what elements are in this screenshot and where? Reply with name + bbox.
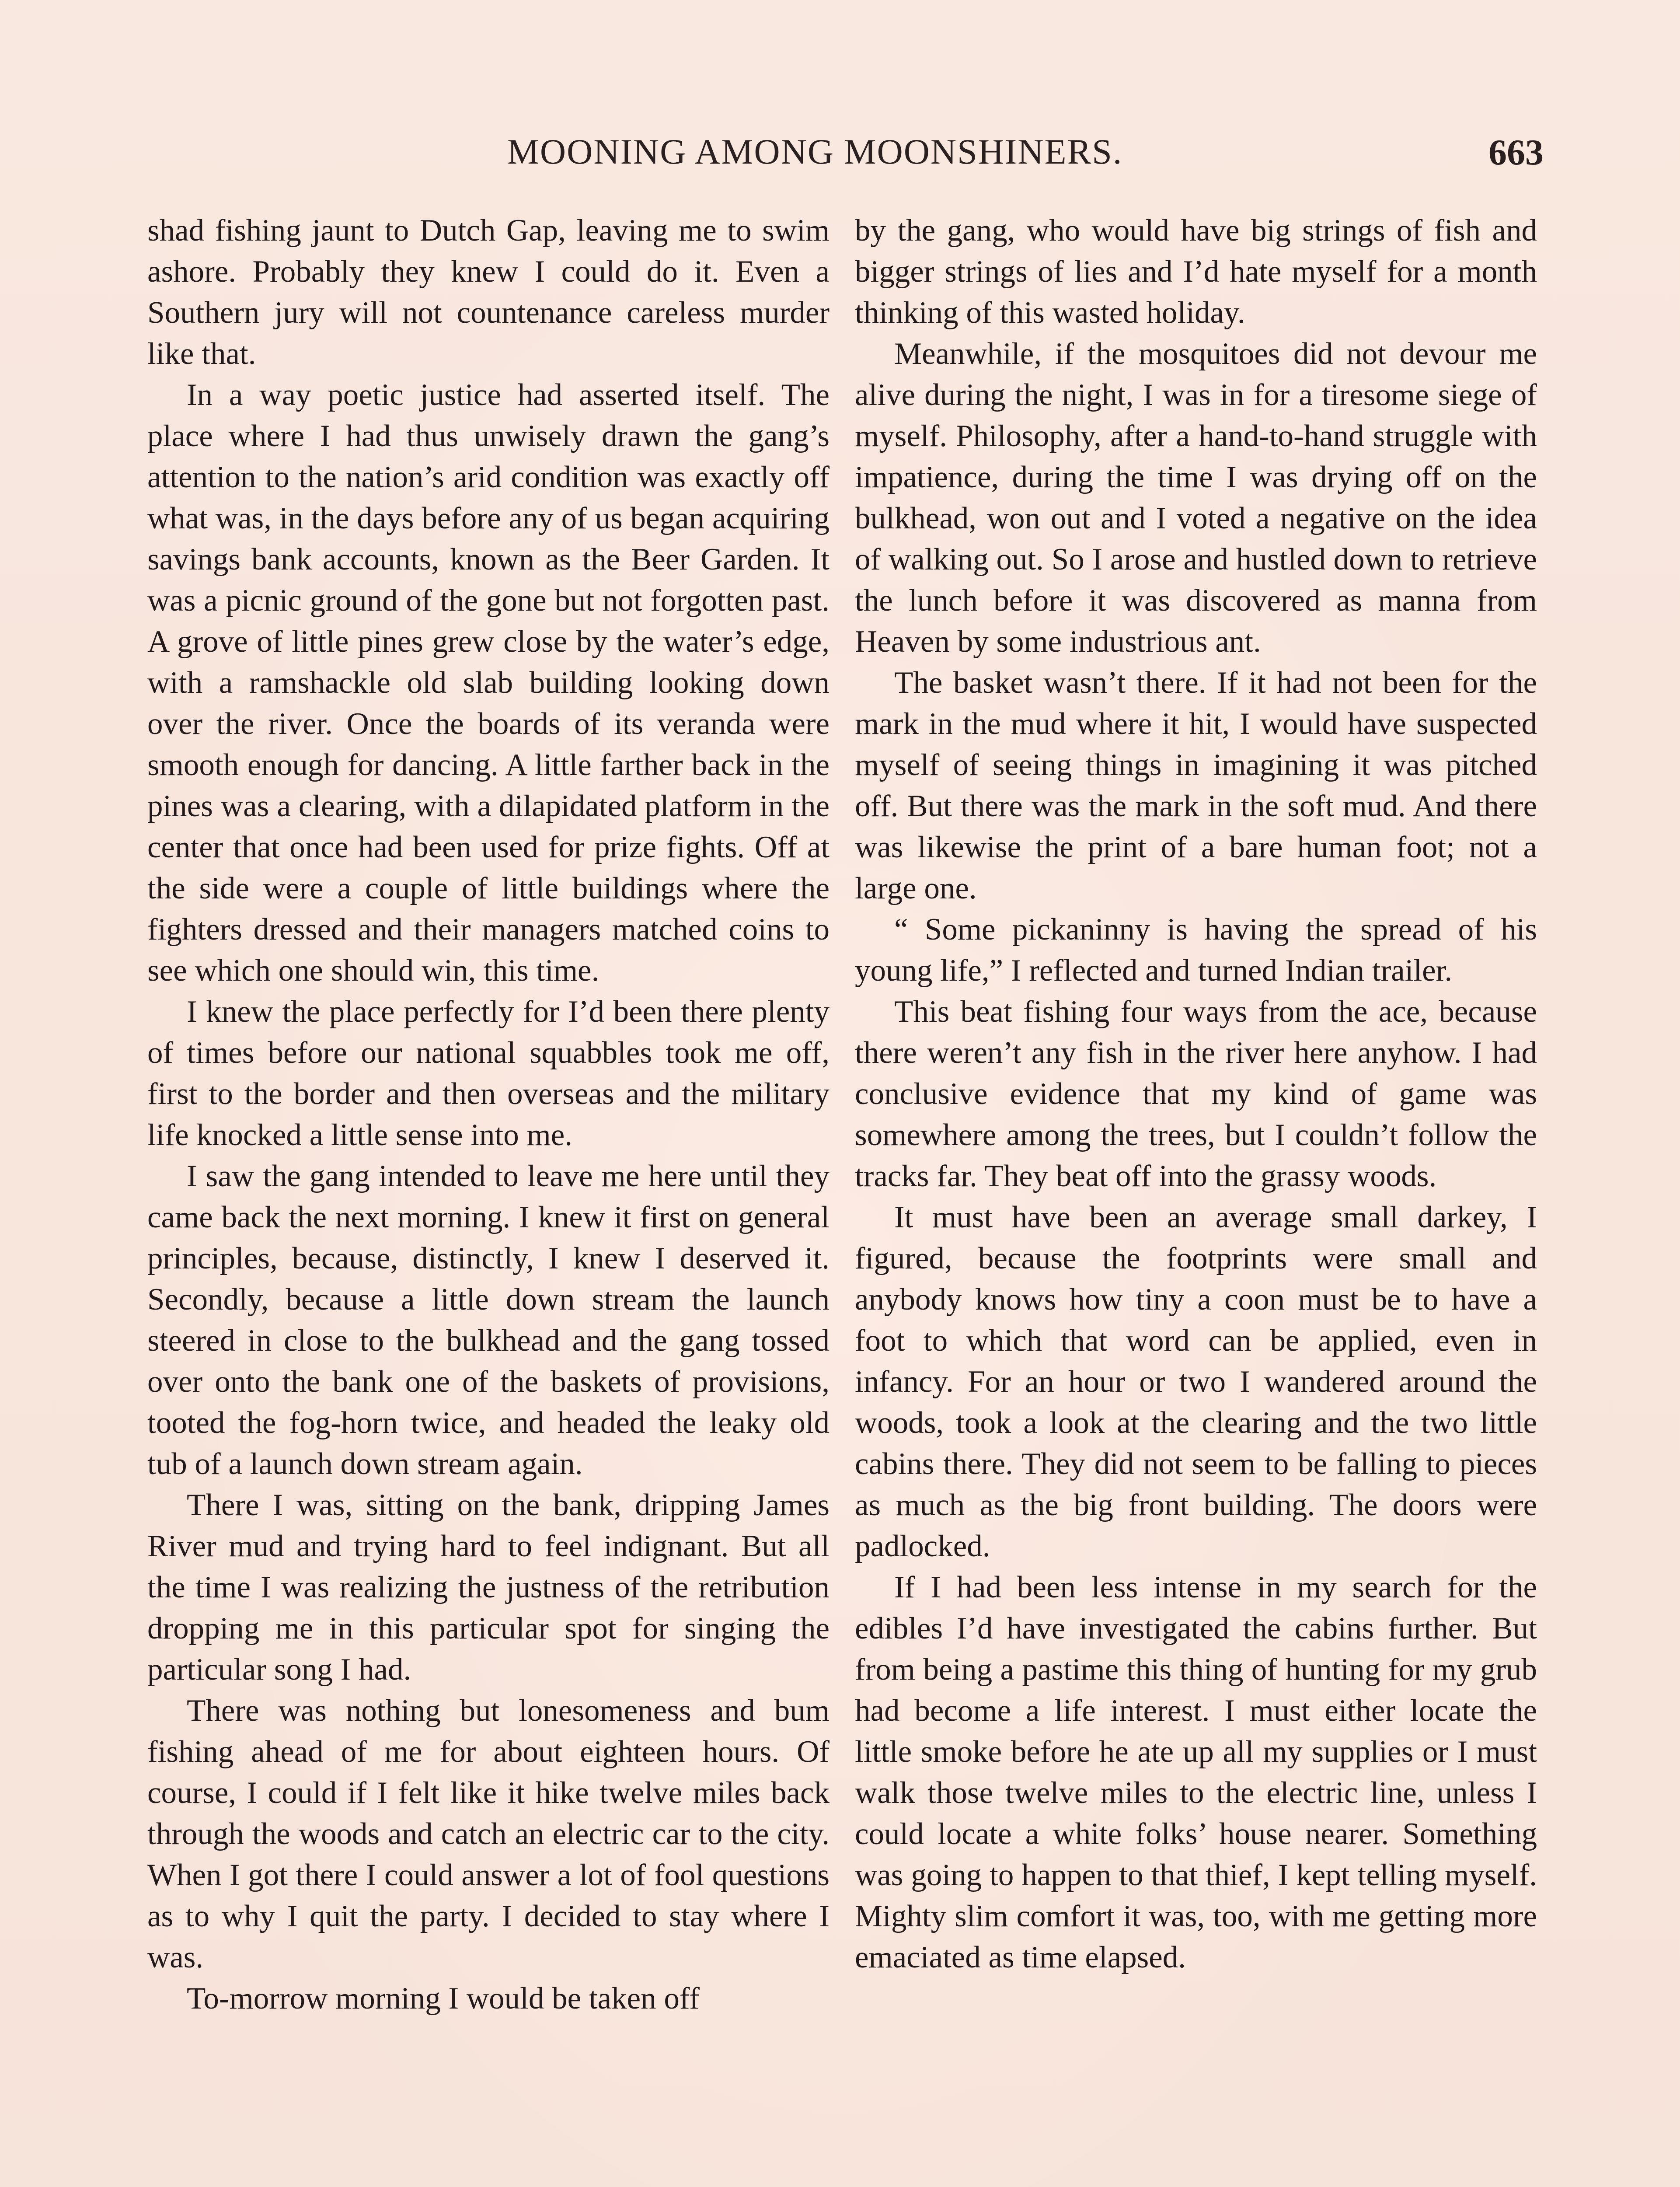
paragraph: by the gang, who would have big strings of fish and bigger strings of lies and I’d hate myself for a month thinking of this wasted holiday. [855, 213, 1537, 330]
paragraph: To-morrow morning I would be taken off [187, 1981, 700, 2016]
page-number: 663 [1488, 132, 1544, 173]
paragraph: It must have been an average small darkey, I figured, because the footprints were small and anybody knows how tiny a coon must be to have a foot to which that word can be applied, even in infancy. For an hour or two I wandered around the woods, took a look at the clearing and the two little cabins there. They did not seem to be falling to pieces as much as the big front building. The doors were padlocked. [855, 1200, 1537, 1563]
right-column [855, 210, 1537, 1978]
left-column [147, 210, 830, 2019]
paragraph: The basket wasn’t there. If it had not been for the mark in the mud where it hit, I would have suspected myself of seeing things in imagining it was pitched off. But there was the mark in the soft mud. And there was likewise the print of a bare human foot; not a large one. [855, 666, 1537, 905]
paragraph: “ Some pickaninny is having the spread of his young life,” I reflected and turned Indian trailer. [855, 912, 1537, 988]
paragraph: This beat fishing four ways from the ace, because there weren’t any fish in the river here anyhow. I had conclusive evidence that my kind of game was somewhere among the trees, but I couldn’t follow the tracks far. They beat off into the grassy woods. [855, 995, 1537, 1193]
paragraph: I saw the gang intended to leave me here until they came back the next morning. I knew it first on general principles, because, distinctly, I knew I deserved it. Secondly, because a little down stream the launch steered in close to the bulkhead and the gang tossed over onto the bank one of the baskets of provisions, tooted the fog-horn twice, and headed the leaky old tub of a launch down stream again. [147, 1159, 830, 1481]
paragraph: shad fishing jaunt to Dutch Gap, leaving me to swim ashore. Probably they knew I could do it. Even a Southern jury will not countenance careless murder like that. [147, 213, 830, 371]
running-title: MOONING AMONG MOONSHINERS. [507, 132, 1123, 171]
paragraph: If I had been less intense in my search for the edibles I’d have investigated the cabins further. But from being a pastime this thing of hunting for my grub had become a life interest. I must either locate the little smoke before he ate up all my supplies or I must walk those twelve miles to the electric line, unless I could locate a white folks’ house nearer. Something was going to happen to that thief, I kept telling myself. Mighty slim comfort it was, too, with me getting more emaciated as time elapsed. [855, 1570, 1537, 1974]
page-header [144, 131, 1544, 184]
paragraph: There I was, sitting on the bank, dripping James River mud and trying hard to feel indignant. But all the time I was realizing the justness of the retribution dropping me in this particular spot for singing the particular song I had. [147, 1488, 830, 1687]
paragraph: Meanwhile, if the mosquitoes did not devour me alive during the night, I was in for a tiresome siege of myself. Philosophy, after a hand-to-hand struggle with impatience, during the time I was drying off on the bulkhead, won out and I voted a negative on the idea of walking out. So I arose and hustled down to retrieve the lunch before it was discovered as manna from Heaven by some industrious ant. [855, 337, 1537, 659]
paragraph: There was nothing but lonesomeness and bum fishing ahead of me for about eighteen hours. Of course, I could if I felt like it hike twelve miles back through the woods and catch an electric car to the city. When I got there I could answer a lot of fool questions as to why I quit the party. I decided to stay where I was. [147, 1694, 830, 1974]
paragraph: In a way poetic justice had asserted itself. The place where I had thus unwisely drawn the gang’s attention to the nation’s arid condition was exactly off what was, in the days before any of us began acquiring savings bank accounts, known as the Beer Garden. It was a picnic ground of the gone but not forgotten past. A grove of little pines grew close by the water’s edge, with a ramshackle old slab building looking down over the river. Once the boards of its veranda were smooth enough for dancing. A little farther back in the pines was a clearing, with a dilapidated platform in the center that once had been used for prize fights. Off at the side were a couple of little buildings where the fighters dressed and their managers matched coins to see which one should win, this time. [147, 378, 830, 988]
paragraph: I knew the place perfectly for I’d been there plenty of times before our national squabbles took me off, first to the border and then overseas and the military life knocked a little sense into me. [147, 995, 830, 1152]
